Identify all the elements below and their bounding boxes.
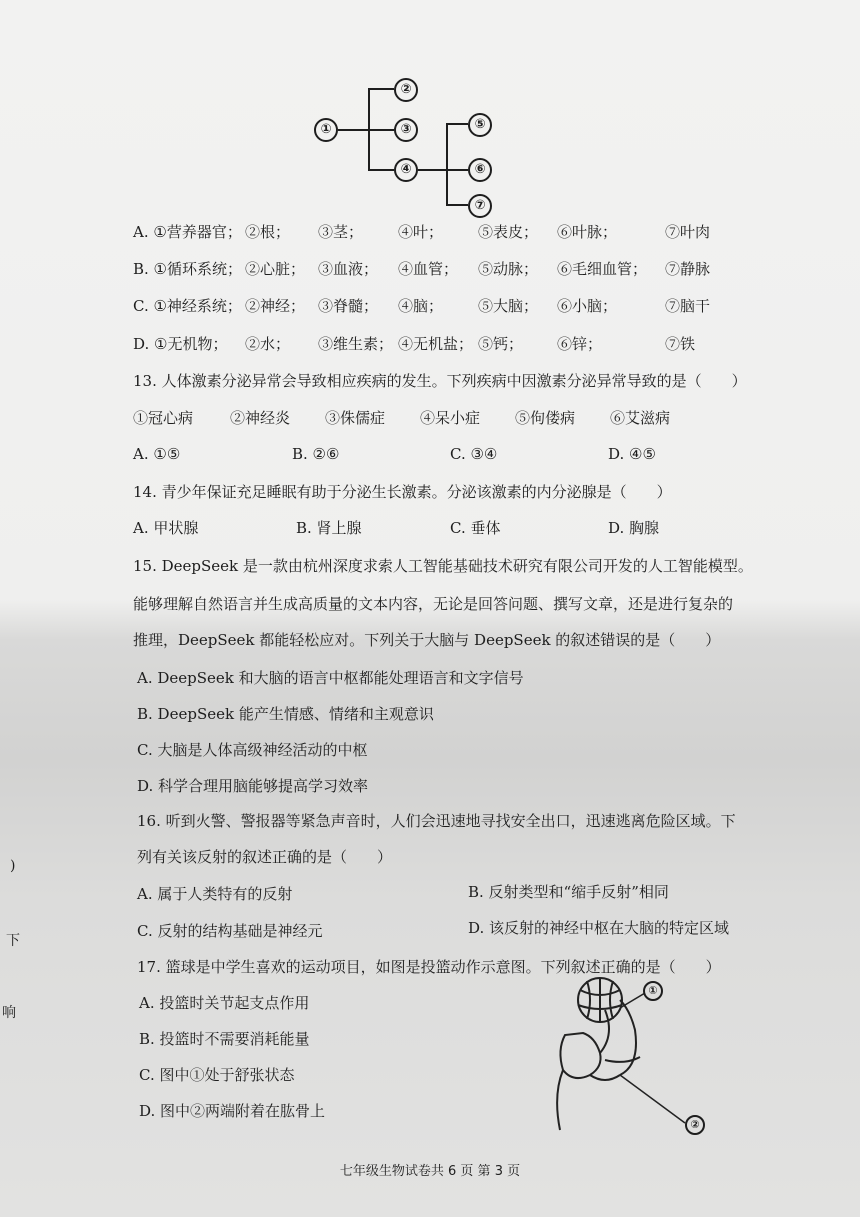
- figure-label-1: ①: [643, 981, 663, 1001]
- q12-b-2: ②心脏；: [245, 260, 306, 278]
- q13-item-3: ③侏儒症: [325, 409, 386, 427]
- diagram-connector: [368, 169, 394, 171]
- q12-d-6: ⑥锌；: [557, 335, 603, 353]
- q13-option-c: C. ③④: [450, 445, 498, 463]
- q12-d-5: ⑤钙；: [478, 335, 524, 353]
- q12-b-3: ③血液；: [318, 260, 379, 278]
- page-footer: 七年级生物试卷共 6 页 第 3 页: [339, 1164, 521, 1179]
- q13-item-2: ②神经炎: [230, 409, 291, 427]
- q12-c-4: ④脑；: [398, 297, 444, 315]
- q16-option-c: C. 反射的结构基础是神经元: [137, 922, 323, 940]
- q14-option-d: D. 胸腺: [608, 519, 660, 537]
- q12-a-3: ③茎；: [318, 223, 364, 241]
- q15-option-d: D. 科学合理用脑能够提高学习效率: [137, 777, 369, 795]
- classification-diagram: [300, 70, 540, 220]
- q13-item-6: ⑥艾滋病: [610, 409, 671, 427]
- diagram-connector: [368, 88, 394, 90]
- q12-d-7: ⑦铁: [665, 335, 696, 353]
- q12-d-3: ③维生素；: [318, 335, 394, 353]
- diagram-connector: [418, 169, 446, 171]
- q17-option-b: B. 投篮时不需要消耗能量: [139, 1030, 310, 1048]
- q12-b-1: B. ①循环系统；: [133, 260, 243, 278]
- q15-stem-line-2: 能够理解自然语言并生成高质量的文本内容，无论是回答问题、撰写文章，还是进行复杂的: [133, 595, 734, 613]
- q13-option-a: A. ①⑤: [133, 445, 181, 463]
- q17-stem: 17. 篮球是中学生喜欢的运动项目，如图是投篮动作示意图。下列叙述正确的是（ ）: [137, 958, 721, 976]
- q16-stem-line-2: 列有关该反射的叙述正确的是（ ）: [137, 848, 393, 866]
- figure-label-2: ②: [685, 1115, 705, 1135]
- diagram-node-5: ⑤: [468, 113, 492, 137]
- diagram-node-3: ③: [394, 118, 418, 142]
- diagram-connector: [338, 129, 368, 131]
- q16-option-b: B. 反射类型和“缩手反射”相同: [468, 883, 669, 901]
- q15-option-a: A. DeepSeek 和大脑的语言中枢都能处理语言和文字信号: [137, 669, 524, 687]
- q12-c-7: ⑦脑干: [665, 297, 711, 315]
- diagram-node-1: ①: [314, 118, 338, 142]
- q13-stem: 13. 人体激素分泌异常会导致相应疾病的发生。下列疾病中因激素分泌异常导致的是（ ）: [133, 372, 747, 390]
- q13-option-b: B. ②⑥: [292, 445, 340, 463]
- q12-d-4: ④无机盐；: [398, 335, 474, 353]
- q12-a-1: A. ①营养器官；: [133, 223, 242, 241]
- q12-a-5: ⑤表皮；: [478, 223, 539, 241]
- diagram-node-7: ⑦: [468, 194, 492, 218]
- margin-text-2: 下: [6, 933, 20, 949]
- q12-a-6: ⑥叶脉；: [557, 223, 618, 241]
- q16-option-d: D. 该反射的神经中枢在大脑的特定区域: [468, 919, 730, 937]
- q15-stem-line-3: 推理，DeepSeek 都能轻松应对。下列关于大脑与 DeepSeek 的叙述错误的是（ ）: [133, 631, 721, 649]
- q14-option-b: B. 肾上腺: [296, 519, 362, 537]
- q16-stem-line-1: 16. 听到火警、警报器等紧急声音时，人们会迅速地寻找安全出口，迅速逃离危险区域。下: [137, 812, 736, 830]
- diagram-connector: [446, 123, 468, 125]
- q16-option-a: A. 属于人类特有的反射: [137, 885, 293, 903]
- q14-option-a: A. 甲状腺: [133, 519, 199, 537]
- basketball-shooting-figure: [545, 975, 725, 1139]
- diagram-connector: [446, 123, 448, 205]
- q12-b-5: ⑤动脉；: [478, 260, 539, 278]
- diagram-connector: [446, 169, 468, 171]
- q13-option-d: D. ④⑤: [608, 445, 656, 463]
- q12-c-1: C. ①神经系统；: [133, 297, 242, 315]
- diagram-node-6: ⑥: [468, 158, 492, 182]
- q12-a-4: ④叶；: [398, 223, 444, 241]
- q17-option-c: C. 图中①处于舒张状态: [139, 1066, 295, 1084]
- margin-text-1: ): [10, 858, 16, 874]
- q15-option-b: B. DeepSeek 能产生情感、情绪和主观意识: [137, 705, 434, 723]
- q12-d-1: D. ①无机物；: [133, 335, 228, 353]
- q17-option-a: A. 投篮时关节起支点作用: [139, 994, 310, 1012]
- q12-b-4: ④血管；: [398, 260, 459, 278]
- diagram-node-4: ④: [394, 158, 418, 182]
- q12-c-2: ②神经；: [245, 297, 306, 315]
- q14-option-c: C. 垂体: [450, 519, 501, 537]
- margin-text-3: 响: [2, 1005, 16, 1021]
- q12-b-6: ⑥毛细血管；: [557, 260, 648, 278]
- diagram-connector: [446, 204, 468, 206]
- q13-item-1: ①冠心病: [133, 409, 194, 427]
- q12-b-7: ⑦静脉: [665, 260, 711, 278]
- q12-a-7: ⑦叶肉: [665, 223, 711, 241]
- q15-option-c: C. 大脑是人体高级神经活动的中枢: [137, 741, 368, 759]
- q12-c-6: ⑥小脑；: [557, 297, 618, 315]
- q12-c-3: ③脊髓；: [318, 297, 379, 315]
- q12-a-2: ②根；: [245, 223, 291, 241]
- q17-option-d: D. 图中②两端附着在肱骨上: [139, 1102, 326, 1120]
- q12-c-5: ⑤大脑；: [478, 297, 539, 315]
- q12-d-2: ②水；: [245, 335, 291, 353]
- q13-item-5: ⑤佝偻病: [515, 409, 576, 427]
- diagram-node-2: ②: [394, 78, 418, 102]
- q14-stem: 14. 青少年保证充足睡眠有助于分泌生长激素。分泌该激素的内分泌腺是（ ）: [133, 483, 672, 501]
- q15-stem-line-1: 15. DeepSeek 是一款由杭州深度求索人工智能基础技术研究有限公司开发的人工智能模型。: [133, 557, 753, 575]
- diagram-connector: [368, 129, 394, 131]
- q13-item-4: ④呆小症: [420, 409, 481, 427]
